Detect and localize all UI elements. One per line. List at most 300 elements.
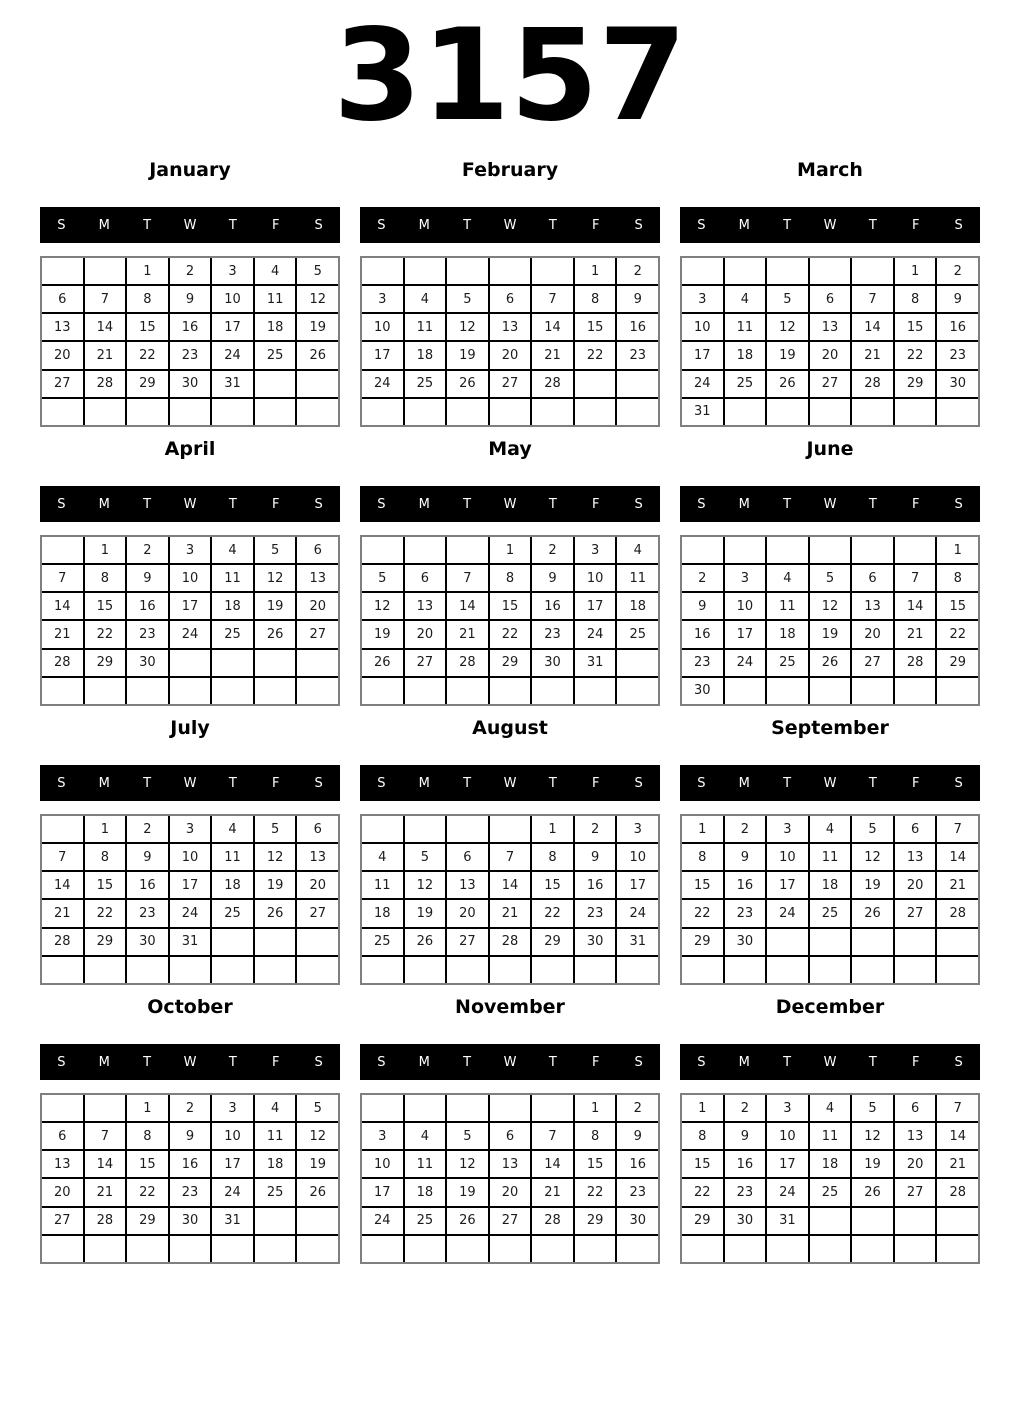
day-cell: 15 xyxy=(682,872,723,898)
day-cell: 12 xyxy=(255,844,296,870)
weekday-label: S xyxy=(634,775,643,791)
day-cell: 14 xyxy=(490,872,531,898)
day-cell-empty xyxy=(895,1236,936,1262)
day-cell-empty xyxy=(297,650,338,676)
day-cell: 24 xyxy=(170,621,211,647)
day-cell: 19 xyxy=(255,872,296,898)
day-cell: 21 xyxy=(532,342,573,368)
day-cell: 22 xyxy=(895,342,936,368)
day-cell: 25 xyxy=(255,1179,296,1205)
day-cell: 5 xyxy=(255,816,296,842)
day-cell: 12 xyxy=(852,844,893,870)
day-cell: 9 xyxy=(937,286,978,312)
day-cell-empty xyxy=(810,399,851,425)
month-april xyxy=(40,434,340,706)
day-cell: 5 xyxy=(447,286,488,312)
day-cell: 30 xyxy=(170,1208,211,1234)
weekday-label: M xyxy=(418,1054,430,1070)
day-cell: 19 xyxy=(810,621,851,647)
day-cell: 20 xyxy=(297,872,338,898)
day-cell: 16 xyxy=(682,621,723,647)
day-grid xyxy=(680,1093,980,1264)
weekday-label: S xyxy=(377,217,386,233)
weekday-header-bar xyxy=(680,207,980,243)
day-cell: 25 xyxy=(810,1179,851,1205)
day-cell: 22 xyxy=(532,900,573,926)
day-cell: 28 xyxy=(42,929,83,955)
day-cell: 21 xyxy=(42,621,83,647)
month-july xyxy=(40,713,340,985)
day-cell: 20 xyxy=(405,621,446,647)
day-cell-empty xyxy=(895,1208,936,1234)
day-cell-empty xyxy=(170,1236,211,1262)
weekday-label: M xyxy=(98,217,110,233)
day-cell: 17 xyxy=(212,314,253,340)
day-cell-empty xyxy=(255,929,296,955)
day-cell-empty xyxy=(447,1236,488,1262)
day-cell: 14 xyxy=(447,593,488,619)
day-cell: 28 xyxy=(532,371,573,397)
day-cell: 31 xyxy=(575,650,616,676)
day-cell: 27 xyxy=(895,900,936,926)
weekday-label: T xyxy=(463,775,472,791)
day-cell: 20 xyxy=(490,342,531,368)
day-cell: 22 xyxy=(127,1179,168,1205)
day-cell: 29 xyxy=(575,1208,616,1234)
day-cell: 1 xyxy=(85,816,126,842)
day-cell: 22 xyxy=(682,900,723,926)
weekday-label: T xyxy=(228,775,237,791)
day-cell: 23 xyxy=(127,900,168,926)
day-grid xyxy=(40,256,340,427)
day-cell-empty xyxy=(212,957,253,983)
day-cell: 14 xyxy=(532,1151,573,1177)
day-cell: 25 xyxy=(725,371,766,397)
day-cell: 1 xyxy=(532,816,573,842)
day-cell-empty xyxy=(362,399,403,425)
weekday-header-bar xyxy=(40,1044,340,1080)
day-cell: 2 xyxy=(682,565,723,591)
weekday-label: T xyxy=(868,1054,877,1070)
day-cell: 8 xyxy=(532,844,573,870)
day-cell: 9 xyxy=(532,565,573,591)
day-cell: 23 xyxy=(937,342,978,368)
day-cell: 17 xyxy=(170,872,211,898)
day-cell: 5 xyxy=(297,258,338,284)
day-cell: 16 xyxy=(725,1151,766,1177)
day-cell-empty xyxy=(405,678,446,704)
day-cell: 30 xyxy=(575,929,616,955)
day-cell: 28 xyxy=(937,900,978,926)
day-cell-empty xyxy=(42,1236,83,1262)
day-cell: 11 xyxy=(810,1123,851,1149)
day-cell-empty xyxy=(212,399,253,425)
day-cell-empty xyxy=(212,678,253,704)
day-cell-empty xyxy=(362,678,403,704)
day-cell: 17 xyxy=(767,1151,808,1177)
day-cell-empty xyxy=(937,929,978,955)
day-cell-empty xyxy=(42,399,83,425)
day-cell: 8 xyxy=(127,286,168,312)
day-cell: 11 xyxy=(405,314,446,340)
day-cell-empty xyxy=(42,816,83,842)
day-cell: 29 xyxy=(490,650,531,676)
day-cell: 16 xyxy=(127,872,168,898)
day-cell: 19 xyxy=(852,1151,893,1177)
day-cell: 12 xyxy=(810,593,851,619)
day-cell: 29 xyxy=(937,650,978,676)
day-cell-empty xyxy=(447,258,488,284)
day-cell: 19 xyxy=(405,900,446,926)
day-cell: 3 xyxy=(767,1095,808,1121)
day-cell: 15 xyxy=(532,872,573,898)
day-cell: 25 xyxy=(255,342,296,368)
day-cell-empty xyxy=(532,1236,573,1262)
weekday-label: F xyxy=(911,1054,920,1070)
day-cell-empty xyxy=(127,957,168,983)
day-cell-empty xyxy=(490,816,531,842)
day-cell: 13 xyxy=(852,593,893,619)
weekday-label: T xyxy=(143,1054,152,1070)
weekday-label: F xyxy=(271,217,280,233)
day-cell-empty xyxy=(852,537,893,563)
day-cell: 9 xyxy=(725,844,766,870)
day-cell-empty xyxy=(895,929,936,955)
day-cell: 2 xyxy=(575,816,616,842)
day-cell: 19 xyxy=(447,342,488,368)
day-cell: 5 xyxy=(852,1095,893,1121)
day-cell: 18 xyxy=(617,593,658,619)
day-cell: 10 xyxy=(767,844,808,870)
day-cell-empty xyxy=(170,650,211,676)
day-cell: 12 xyxy=(447,1151,488,1177)
day-cell-empty xyxy=(725,957,766,983)
day-cell-empty xyxy=(852,1208,893,1234)
day-cell: 18 xyxy=(810,872,851,898)
day-cell-empty xyxy=(490,1236,531,1262)
day-cell-empty xyxy=(127,678,168,704)
day-cell: 18 xyxy=(212,593,253,619)
weekday-label: S xyxy=(697,217,706,233)
day-cell: 6 xyxy=(297,537,338,563)
day-cell-empty xyxy=(297,957,338,983)
month-october xyxy=(40,992,340,1264)
day-cell-empty xyxy=(810,1208,851,1234)
day-cell: 1 xyxy=(682,816,723,842)
day-cell: 26 xyxy=(767,371,808,397)
day-cell: 23 xyxy=(170,1179,211,1205)
day-cell: 21 xyxy=(447,621,488,647)
day-cell: 15 xyxy=(490,593,531,619)
day-cell: 15 xyxy=(682,1151,723,1177)
day-cell: 6 xyxy=(447,844,488,870)
day-cell: 15 xyxy=(127,314,168,340)
day-cell-empty xyxy=(405,957,446,983)
day-cell: 1 xyxy=(85,537,126,563)
day-cell-empty xyxy=(297,371,338,397)
day-cell: 16 xyxy=(937,314,978,340)
day-cell: 11 xyxy=(725,314,766,340)
day-cell: 20 xyxy=(895,1151,936,1177)
day-cell-empty xyxy=(575,1236,616,1262)
day-cell: 9 xyxy=(170,1123,211,1149)
day-cell: 30 xyxy=(725,1208,766,1234)
day-cell: 31 xyxy=(767,1208,808,1234)
day-cell-empty xyxy=(810,957,851,983)
day-cell: 4 xyxy=(617,537,658,563)
weekday-label: F xyxy=(591,496,600,512)
day-cell: 11 xyxy=(810,844,851,870)
day-cell: 3 xyxy=(617,816,658,842)
day-cell: 18 xyxy=(405,342,446,368)
day-cell: 13 xyxy=(42,314,83,340)
day-cell: 23 xyxy=(617,1179,658,1205)
day-cell-empty xyxy=(617,371,658,397)
weekday-label: S xyxy=(697,775,706,791)
day-cell: 17 xyxy=(682,342,723,368)
month-name: December xyxy=(775,996,885,1018)
day-grid xyxy=(40,535,340,706)
day-cell: 7 xyxy=(447,565,488,591)
day-cell: 10 xyxy=(617,844,658,870)
weekday-label: S xyxy=(57,217,66,233)
day-cell: 8 xyxy=(575,1123,616,1149)
day-cell: 17 xyxy=(362,342,403,368)
day-cell: 8 xyxy=(85,565,126,591)
day-cell-empty xyxy=(682,258,723,284)
day-cell: 26 xyxy=(810,650,851,676)
day-cell: 23 xyxy=(575,900,616,926)
day-cell: 28 xyxy=(532,1208,573,1234)
day-cell-empty xyxy=(810,537,851,563)
day-cell: 15 xyxy=(85,593,126,619)
day-cell: 11 xyxy=(212,565,253,591)
day-cell: 6 xyxy=(297,816,338,842)
day-cell: 2 xyxy=(725,816,766,842)
month-name: January xyxy=(149,159,231,181)
day-cell: 27 xyxy=(42,1208,83,1234)
day-cell: 12 xyxy=(447,314,488,340)
day-cell-empty xyxy=(810,678,851,704)
day-cell-empty xyxy=(405,1236,446,1262)
month-name: June xyxy=(806,438,854,460)
weekday-label: S xyxy=(57,1054,66,1070)
day-cell: 20 xyxy=(297,593,338,619)
day-cell-empty xyxy=(575,399,616,425)
day-cell-empty xyxy=(405,816,446,842)
month-name: August xyxy=(472,717,548,739)
day-cell: 22 xyxy=(85,621,126,647)
day-cell-empty xyxy=(490,1095,531,1121)
day-cell: 27 xyxy=(490,1208,531,1234)
weekday-label: W xyxy=(503,496,517,512)
day-cell: 15 xyxy=(575,314,616,340)
day-cell: 7 xyxy=(85,286,126,312)
day-cell: 7 xyxy=(532,1123,573,1149)
day-cell: 11 xyxy=(255,1123,296,1149)
day-cell: 13 xyxy=(447,872,488,898)
day-cell: 28 xyxy=(85,371,126,397)
weekday-header-bar xyxy=(40,207,340,243)
day-cell: 1 xyxy=(575,258,616,284)
day-cell: 5 xyxy=(362,565,403,591)
day-cell: 8 xyxy=(127,1123,168,1149)
weekday-label: W xyxy=(183,496,197,512)
day-cell: 1 xyxy=(127,1095,168,1121)
day-grid xyxy=(680,535,980,706)
day-cell: 4 xyxy=(405,1123,446,1149)
day-cell-empty xyxy=(297,1236,338,1262)
day-grid xyxy=(40,814,340,985)
day-cell: 20 xyxy=(447,900,488,926)
day-cell: 23 xyxy=(617,342,658,368)
day-cell: 30 xyxy=(127,929,168,955)
day-cell: 11 xyxy=(405,1151,446,1177)
day-cell: 9 xyxy=(682,593,723,619)
day-cell: 14 xyxy=(85,314,126,340)
day-cell: 4 xyxy=(725,286,766,312)
day-cell: 6 xyxy=(810,286,851,312)
day-cell: 29 xyxy=(682,929,723,955)
day-cell-empty xyxy=(85,957,126,983)
day-cell-empty xyxy=(682,1236,723,1262)
weekday-label: W xyxy=(823,217,837,233)
weekday-label: M xyxy=(418,496,430,512)
day-cell: 14 xyxy=(937,1123,978,1149)
day-cell: 26 xyxy=(852,900,893,926)
day-cell: 10 xyxy=(362,1151,403,1177)
weekday-header-bar xyxy=(40,486,340,522)
day-cell: 24 xyxy=(767,900,808,926)
day-cell: 29 xyxy=(127,1208,168,1234)
weekday-header-bar xyxy=(360,207,660,243)
day-cell: 10 xyxy=(170,844,211,870)
day-cell: 7 xyxy=(532,286,573,312)
day-cell: 31 xyxy=(212,371,253,397)
day-cell-empty xyxy=(937,399,978,425)
weekday-label: S xyxy=(314,496,323,512)
weekday-label: M xyxy=(738,775,750,791)
day-cell-empty xyxy=(362,816,403,842)
day-cell-empty xyxy=(42,678,83,704)
day-cell: 6 xyxy=(42,286,83,312)
weekday-label: T xyxy=(228,496,237,512)
weekday-label: W xyxy=(503,1054,517,1070)
day-cell: 21 xyxy=(852,342,893,368)
weekday-label: S xyxy=(954,217,963,233)
day-cell-empty xyxy=(852,957,893,983)
day-cell: 9 xyxy=(575,844,616,870)
weekday-label: S xyxy=(697,1054,706,1070)
day-cell-empty xyxy=(767,678,808,704)
day-cell: 29 xyxy=(682,1208,723,1234)
day-cell-empty xyxy=(532,258,573,284)
day-cell-empty xyxy=(85,1095,126,1121)
day-cell-empty xyxy=(532,399,573,425)
day-cell: 11 xyxy=(767,593,808,619)
day-cell-empty xyxy=(297,678,338,704)
day-cell: 4 xyxy=(212,537,253,563)
day-cell-empty xyxy=(405,537,446,563)
day-cell: 9 xyxy=(617,286,658,312)
day-cell: 24 xyxy=(725,650,766,676)
day-cell: 21 xyxy=(85,342,126,368)
day-cell: 6 xyxy=(490,286,531,312)
day-cell-empty xyxy=(937,678,978,704)
day-cell: 25 xyxy=(810,900,851,926)
weekday-header-bar xyxy=(360,486,660,522)
day-cell: 31 xyxy=(170,929,211,955)
day-cell: 2 xyxy=(170,1095,211,1121)
day-cell-empty xyxy=(852,929,893,955)
day-cell: 16 xyxy=(725,872,766,898)
day-cell: 21 xyxy=(85,1179,126,1205)
day-cell-empty xyxy=(767,957,808,983)
day-cell: 16 xyxy=(617,314,658,340)
month-name: April xyxy=(164,438,216,460)
weekday-label: T xyxy=(868,496,877,512)
day-cell: 10 xyxy=(170,565,211,591)
weekday-label: S xyxy=(954,496,963,512)
weekday-header-bar xyxy=(40,765,340,801)
day-cell-empty xyxy=(447,399,488,425)
day-cell: 25 xyxy=(617,621,658,647)
day-cell: 24 xyxy=(362,371,403,397)
day-cell-empty xyxy=(447,678,488,704)
day-cell-empty xyxy=(490,678,531,704)
day-cell: 12 xyxy=(255,565,296,591)
weekday-label: F xyxy=(911,775,920,791)
day-cell: 10 xyxy=(212,286,253,312)
day-cell-empty xyxy=(490,957,531,983)
day-cell-empty xyxy=(42,537,83,563)
day-cell: 25 xyxy=(405,371,446,397)
weekday-label: T xyxy=(868,775,877,791)
day-cell: 1 xyxy=(575,1095,616,1121)
month-name: September xyxy=(771,717,889,739)
weekday-label: S xyxy=(377,1054,386,1070)
day-cell-empty xyxy=(617,1236,658,1262)
day-cell: 2 xyxy=(617,1095,658,1121)
day-cell: 4 xyxy=(767,565,808,591)
day-cell-empty xyxy=(255,1236,296,1262)
month-august xyxy=(360,713,660,985)
day-cell-empty xyxy=(297,929,338,955)
day-cell: 25 xyxy=(767,650,808,676)
day-cell-empty xyxy=(255,650,296,676)
day-cell: 20 xyxy=(42,1179,83,1205)
day-cell: 26 xyxy=(255,900,296,926)
day-cell: 16 xyxy=(170,1151,211,1177)
day-cell: 7 xyxy=(490,844,531,870)
day-cell: 22 xyxy=(490,621,531,647)
weekday-label: T xyxy=(868,217,877,233)
day-cell: 14 xyxy=(532,314,573,340)
day-cell-empty xyxy=(810,1236,851,1262)
day-cell: 29 xyxy=(85,650,126,676)
day-cell-empty xyxy=(255,371,296,397)
day-cell: 25 xyxy=(362,929,403,955)
weekday-label: M xyxy=(418,775,430,791)
day-cell: 4 xyxy=(810,816,851,842)
day-cell-empty xyxy=(895,957,936,983)
day-cell: 13 xyxy=(405,593,446,619)
day-cell: 21 xyxy=(937,872,978,898)
day-cell: 17 xyxy=(767,872,808,898)
day-cell: 19 xyxy=(447,1179,488,1205)
day-cell: 4 xyxy=(255,1095,296,1121)
day-cell: 14 xyxy=(937,844,978,870)
